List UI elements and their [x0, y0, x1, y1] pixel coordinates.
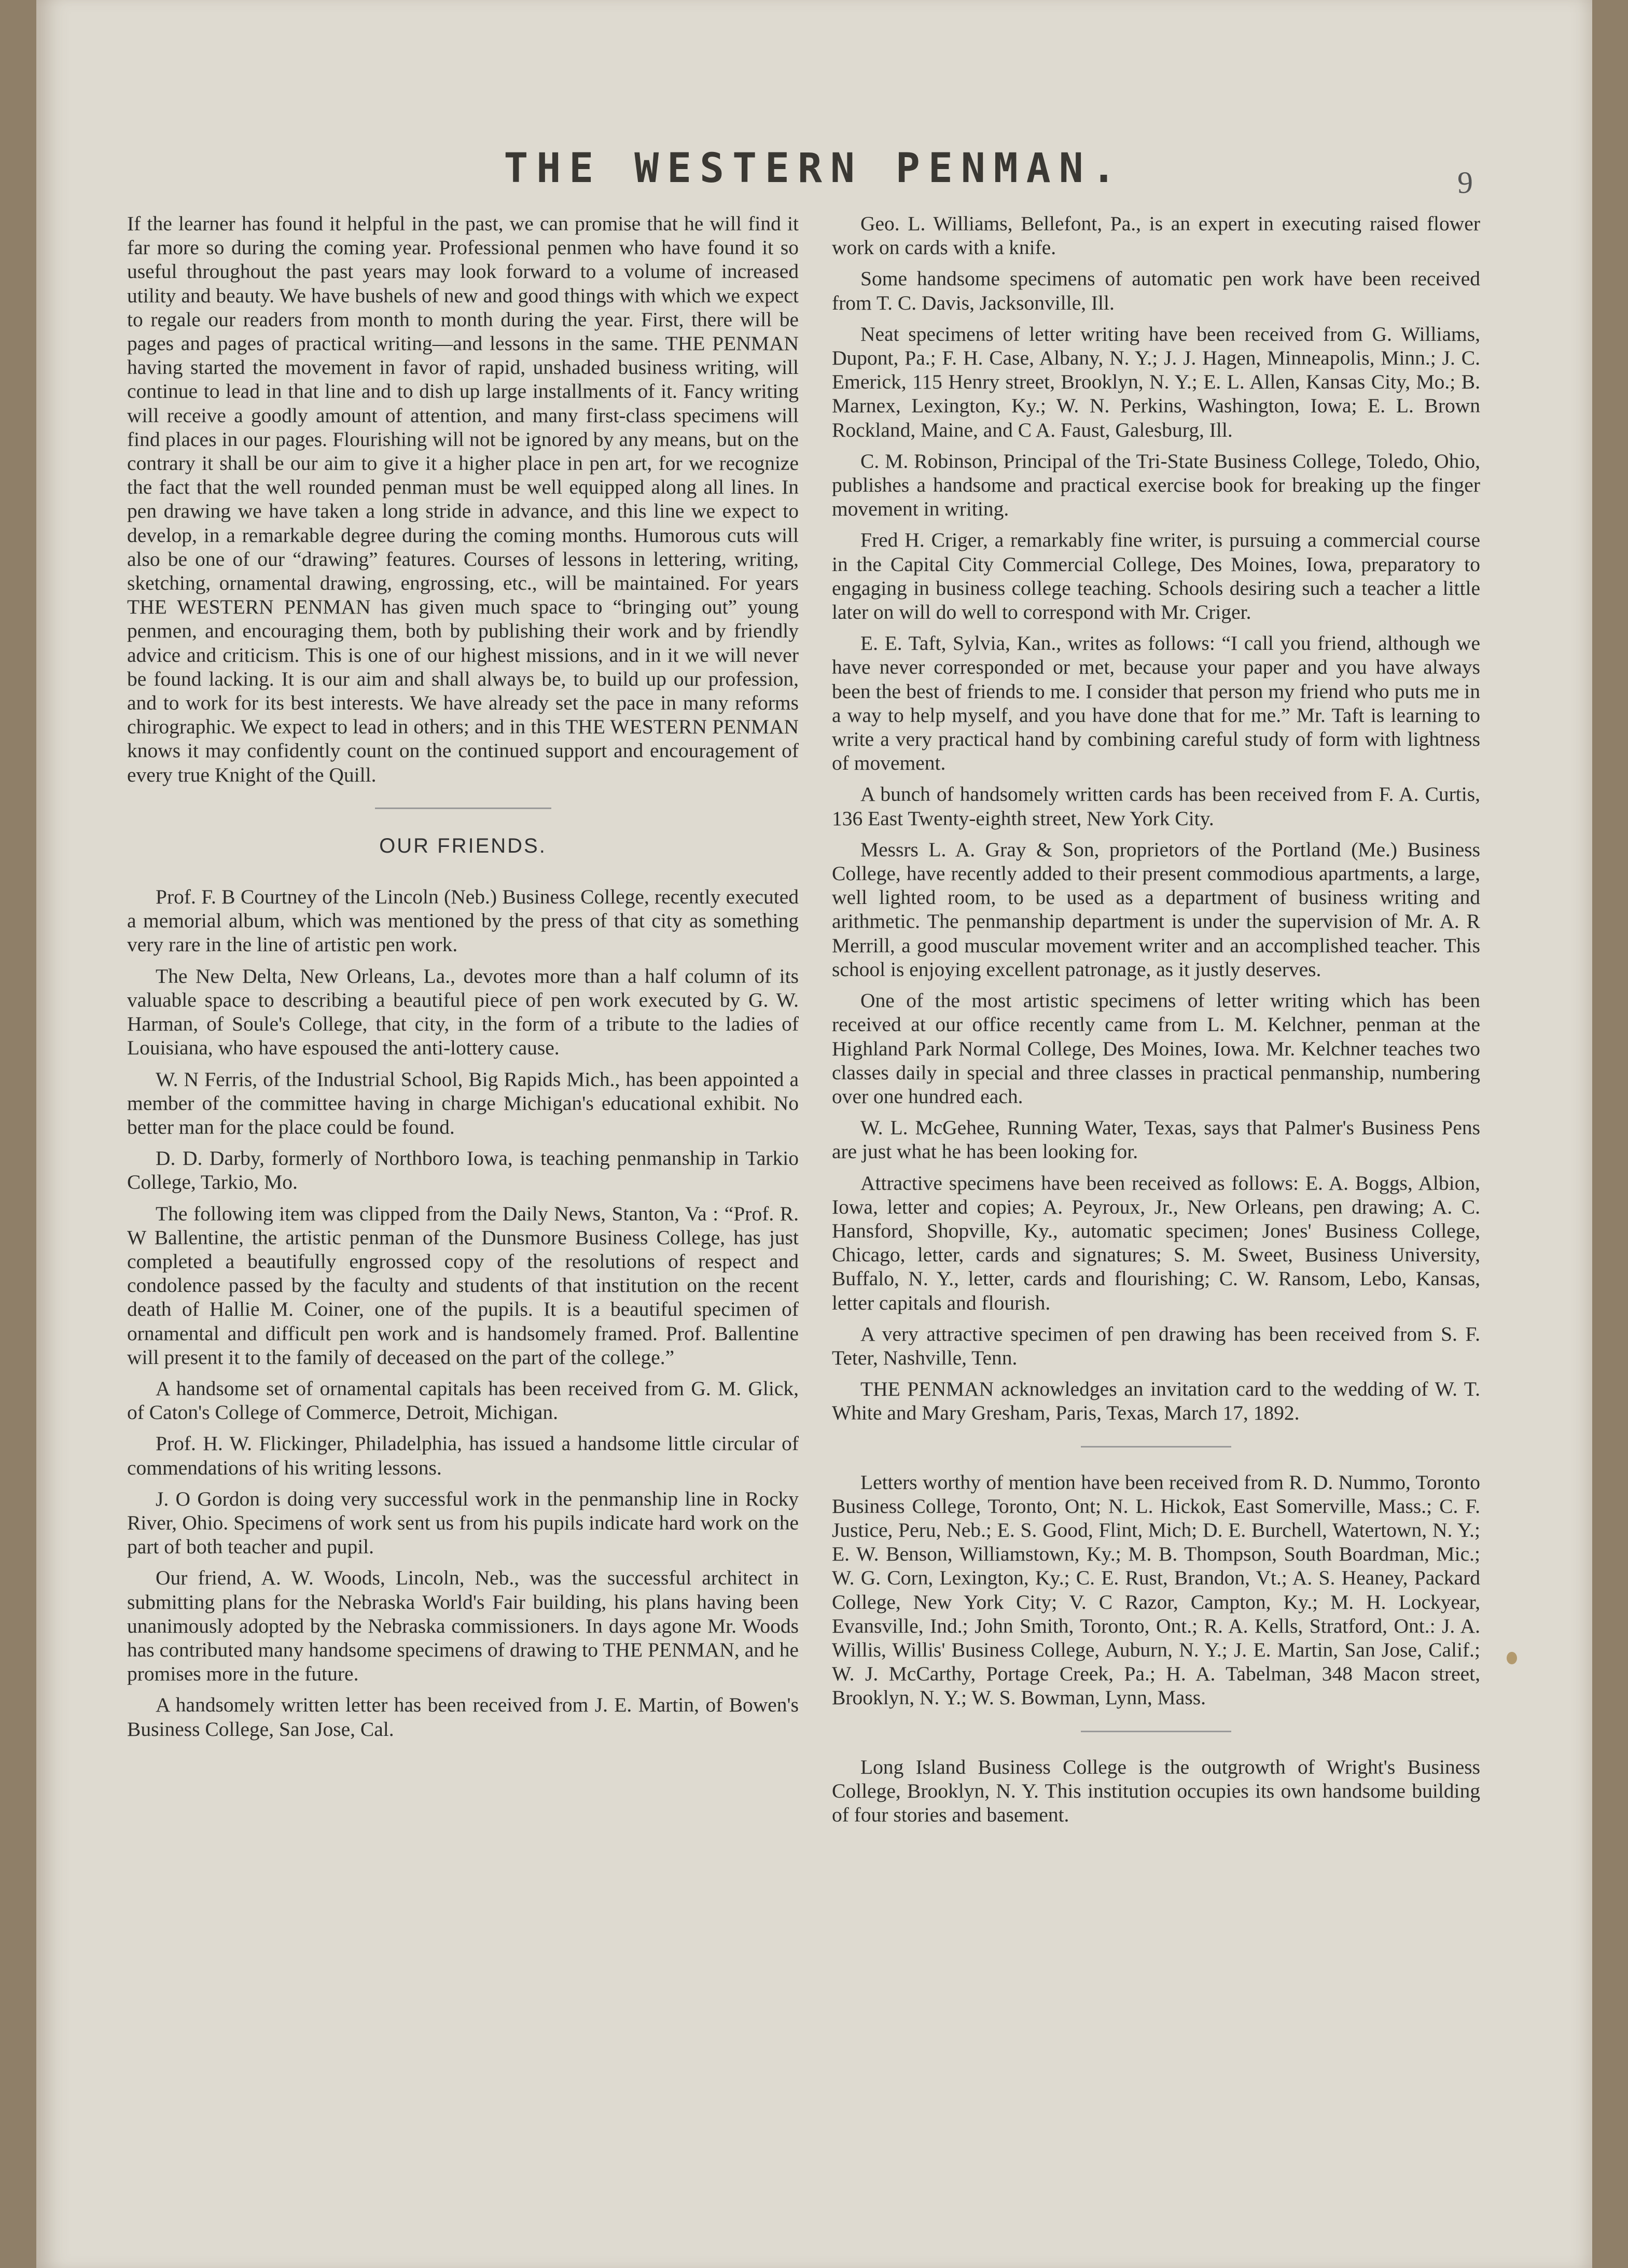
section-heading: OUR FRIENDS. — [379, 834, 547, 857]
friend-paragraph: A handsome set of ornamental capitals has been received from G. M. Glick, of Caton's College of Commerce, Detroit, Michigan. — [127, 1376, 799, 1424]
page-number: 9 — [1457, 165, 1473, 200]
letters-paragraph: Letters worthy of mention have been received from R. D. Nummo, Toronto Business College, Toronto, Ont; N. L. Hickok, East Somerville, Mass.; C. F. Justice, Peru, Neb.; E. S. Good, Flint, Mich; D. E. Burchell, Watertown, N. Y.; E. W. Benson, Williamstown, Ky.; M. B. Thompson, South Boardman, Mic.; W. G. Corn, Lexington, Ky.; C. E. Rust, Brandon, Vt.; A. S. Heaney, Packard College, New York City; V. C Razor, Campton, Ky.; M. H. Lockyear, Evansville, Ind.; John Smith, Toronto, Ont.; R. A. Kells, Stratford, Ont.: J. A. Willis, Willis' Business College, Auburn, N. Y.; J. E. Martin, San Jose, Calif.; W. J. McCarthy, Portage Creek, Pa.; H. A. Tabelman, 348 Macon street, Brooklyn, N. Y.; W. S. Bowman, Lynn, Mass. — [832, 1470, 1480, 1709]
friend-paragraph: A handsomely written letter has been received from J. E. Martin, of Bowen's Business College, San Jose, Cal. — [127, 1693, 799, 1741]
paper-blemish — [1507, 1652, 1517, 1664]
friend-paragraph: One of the most artistic specimens of letter writing which has been received at our office recently came from L. M. Kelchner, penman at the Highland Park Normal College, Des Moines, Iowa. Mr. Kelchner teaches two classes daily in special and three classes in practical penmanship, numbering over one hundred each. — [832, 989, 1480, 1108]
friend-paragraph: The New Delta, New Orleans, La., devotes more than a half column of its valuable space to describing a beautiful piece of pen work executed by G. W. Harman, of Soule's College, that city, in the form of a tribute to the ladies of Louisiana, who have espoused the anti-lottery cause. — [127, 964, 799, 1060]
friend-paragraph: Attractive specimens have been received as follows: E. A. Boggs, Albion, Iowa, letter and copies; A. Peyroux, Jr., New Orleans, pen drawing; A. C. Hansford, Shopville, Ky., automatic specimen; Jones' Business College, Chicago, letter, cards and signatures; S. M. Sweet, Business University, Buffalo, N. Y., letter, cards and flourishing; C. W. Ransom, Lebo, Kansas, letter capitals and flourish. — [832, 1171, 1480, 1314]
left-column — [127, 212, 799, 1748]
friend-paragraph: Prof. H. W. Flickinger, Philadelphia, has issued a handsome little circular of commendations of his writing lessons. — [127, 1432, 799, 1479]
section-divider — [1081, 1731, 1231, 1732]
right-column — [832, 212, 1480, 1834]
friend-paragraph: Some handsome specimens of automatic pen work have been received from T. C. Davis, Jacksonville, Ill. — [832, 267, 1480, 314]
friend-paragraph: A very attractive specimen of pen drawing has been received from S. F. Teter, Nashville, Tenn. — [832, 1322, 1480, 1369]
friend-paragraph: Neat specimens of letter writing have been received from G. Williams, Dupont, Pa.; F. H. Case, Albany, N. Y.; J. J. Hagen, Minneapolis, Minn.; J. C. Emerick, 115 Henry street, Brooklyn, N. Y.; E. L. Allen, Kansas City, Mo.; B. Marnex, Lexington, Ky.; W. N. Perkins, Washington, Iowa; E. L. Brown Rockland, Maine, and C A. Faust, Galesburg, Ill. — [832, 322, 1480, 441]
friend-paragraph: Our friend, A. W. Woods, Lincoln, Neb., was the successful architect in submitting plans for the Nebraska World's Fair building, his plans having been unanimously adopted by the Nebraska commissioners. In days agone Mr. Woods has contributed many handsome specimens of drawing to THE PENMAN, and he promises more in the future. — [127, 1566, 799, 1686]
section-divider — [1081, 1446, 1231, 1448]
friend-paragraph: THE PENMAN acknowledges an invitation card to the wedding of W. T. White and Mary Gresham, Paris, Texas, March 17, 1892. — [832, 1378, 1480, 1425]
friend-paragraph: W. L. McGehee, Running Water, Texas, says that Palmer's Business Pens are just what he has been looking for. — [832, 1116, 1480, 1163]
friend-paragraph: Fred H. Criger, a remarkably fine writer, is pursuing a commercial course in the Capital City Commercial College, Des Moines, Iowa, preparatory to engaging in business college teaching. Schools desiring such a teacher a little later on will do well to correspond with Mr. Criger. — [832, 528, 1480, 624]
masthead: THE WESTERN PENMAN. — [504, 145, 1124, 192]
friend-paragraph: C. M. Robinson, Principal of the Tri-State Business College, Toledo, Ohio, publishes a handsome and practical exercise book for breaking up the finger movement in writing. — [832, 449, 1480, 521]
intro-paragraph: If the learner has found it helpful in the past, we can promise that he will find it far more so during the coming year. Professional penmen who have found it so useful throughout the past years may look forward to a volume of increased utility and beauty. We have bushels of new and good things with which we expect to regale our readers from month to month during the year. First, there will be pages and pages of practical writing—and lessons in the same. THE PENMAN having started the movement in favor of rapid, unshaded business writing, will continue to lead in that line and to dish up large installments of it. Fancy writing will receive a goodly amount of attention, and many first-class specimens will find places in our pages. Flourishing will not be ignored by any means, but on the contrary it shall be our aim to give it a higher place in pen art, for we recognize the fact that the well rounded penman must be well equipped along all lines. In pen drawing we have taken a long stride in advance, and this line we expect to develop, in a remarkable degree during the coming months. Humorous cuts will also be one of our “drawing” features. Courses of lessons in lettering, writing, sketching, ornamental drawing, engrossing, etc., will be maintained. For years THE WESTERN PENMAN has given much space to “bringing out” young penmen, and encouraging them, both by publishing their work and by friendly advice and criticism. This is one of our highest missions, and in it we will never be found lacking. It is our aim and shall always be, to build up our profession, and to work for its best interests. We have already set the pace in many reforms chirographic. We expect to lead in others; and in this THE WESTERN PENMAN knows it may confidently count on the continued support and encouragement of every true Knight of the Quill. — [127, 212, 799, 786]
friend-paragraph: D. D. Darby, formerly of Northboro Iowa, is teaching penmanship in Tarkio College, Tarkio, Mo. — [127, 1147, 799, 1194]
friend-paragraph: Prof. F. B Courtney of the Lincoln (Neb.) Business College, recently executed a memorial album, which was mentioned by the press of that city as something very rare in the line of artistic pen work. — [127, 885, 799, 956]
friend-paragraph: Geo. L. Williams, Bellefont, Pa., is an expert in executing raised flower work on cards with a knife. — [832, 212, 1480, 259]
friend-paragraph: The following item was clipped from the Daily News, Stanton, Va : “Prof. R. W Ballentine, the artistic penman of the Dunsmore Business College, has just completed a beautifully engrossed copy of the resolutions of respect and condolence passed by the faculty and students of that institution on the recent death of Hallie M. Coiner, one of the pupils. It is a beautiful specimen of ornamental and difficult pen work and is handsomely framed. Prof. Ballentine will present it to the family of deceased on the part of the college.” — [127, 1202, 799, 1369]
friend-paragraph: A bunch of handsomely written cards has been received from F. A. Curtis, 136 East Twenty-eighth street, New York City. — [832, 783, 1480, 830]
friend-paragraph: J. O Gordon is doing very successful work in the penmanship line in Rocky River, Ohio. Specimens of work sent us from his pupils indicate hard work on the part of both teacher and pupil. — [127, 1487, 799, 1559]
closing-paragraph: Long Island Business College is the outgrowth of Wright's Business College, Brooklyn, N. Y. This institution occupies its own handsome building of four stories and basement. — [832, 1755, 1480, 1826]
friend-paragraph: Messrs L. A. Gray & Son, proprietors of the Portland (Me.) Business College, have recently added to their present commodious apartments, a large, well lighted room, to be used as a department of business writing and arithmetic. The penmanship department is under the supervision of Mr. A. R Merrill, a good muscular movement writer and an accomplished teacher. This school is enjoying excellent patronage, as it justly deserves. — [832, 838, 1480, 981]
section-divider — [375, 808, 551, 809]
friend-paragraph: W. N Ferris, of the Industrial School, Big Rapids Mich., has been appointed a member of the committee having in charge Michigan's educational exhibit. No better man for the place could be found. — [127, 1067, 799, 1138]
friend-paragraph: E. E. Taft, Sylvia, Kan., writes as follows: “I call you friend, although we have never corresponded or met, because your paper and you have always been the best of friends to me. I consider that person my friend who puts me in a way to help myself, and you have done that for me.” Mr. Taft is learning to write a very practical hand by combining careful study of form with lightness of movement. — [832, 632, 1480, 775]
